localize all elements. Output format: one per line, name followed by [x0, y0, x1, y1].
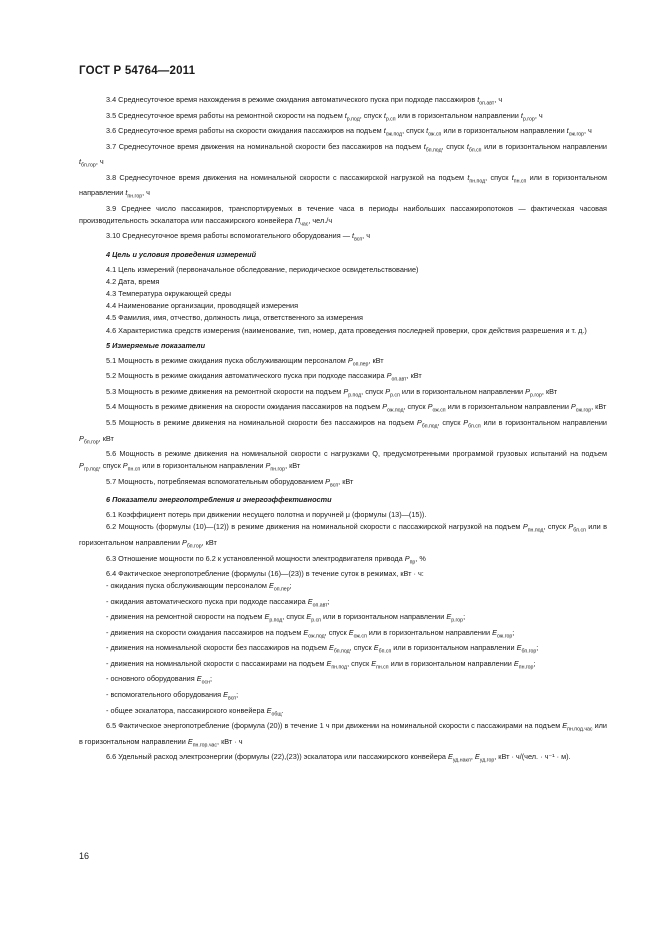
paragraph: 3.9 Среднее число пассажиров, транспортируемых в течение часа в периоды наибольших пассажиропотоков — фактическая часовая производительность эскалатора или пассажирского конвейера $П_{час}$, чел./ч: [79, 203, 607, 228]
paragraph: - общее эскалатора, пассажирского конвейера $E_{общ}$.: [106, 705, 284, 717]
paragraph: 6.3 Отношение мощности по 6.2 к установленной мощности электродвигателя привода $P_{пр}$, %: [106, 553, 426, 565]
paragraph: 6.1 Коэффициент потерь при движении несущего полотна и поручней μ (формулы (13)—(15)).: [106, 510, 427, 520]
section-heading: 5 Измеряемые показатели: [106, 340, 206, 350]
paragraph: 5.2 Мощность в режиме ожидания автоматического пуска при подходе пассажира $P_{оп.авт}$, кВт: [106, 371, 422, 383]
paragraph: - движения на ремонтной скорости на подъем $E_{р.под}$, спуск $E_{р.сп}$ или в горизонтальном направлении $E_{р.гор}$;: [106, 612, 466, 624]
paragraph: 5.1 Мощность в режиме ожидания пуска обслуживающим персоналом $P_{оп.пер}$, кВт: [106, 355, 384, 368]
section-heading: 4 Цель и условия проведения измерений: [106, 250, 257, 260]
paragraph: 4.3 Температура окружающей среды: [106, 289, 231, 299]
paragraph: 3.5 Среднесуточное время работы на ремонтной скорости на подъем $t_{р.под}$, спуск $t_{р.сп}$ или в горизонтальном направлении $t_{р.гор}$, ч: [106, 110, 543, 122]
paragraph: 3.8 Среднесуточное время движения на номинальной скорости с пассажирской нагрузкой на подъем $t_{пн.под}$, спуск $t_{пн.сп}$ или в горизонтальном направлении $t_{пн.гор}$, ч: [79, 172, 607, 200]
document-body: [79, 94, 607, 767]
paragraph: 5.6 Мощность в режиме движения на номинальной скорости с нагрузками Q, предусмотренными программой грузовых испытаний на подъем $P_{гр.под}$, спуск $P_{пн.сп}$ или в горизонтальном направлении $P_{пн.гор}$, кВт: [79, 449, 607, 473]
paragraph: 4.6 Характеристика средств измерения (наименование, тип, номер, дата проведения последней проверки, срок действия разрешения и т. д.): [106, 325, 587, 335]
paragraph: 6.4 Фактическое энергопотребление (формулы (16)—(23)) в течение суток в режимах, кВт · ч:: [106, 569, 424, 579]
paragraph: 6.6 Удельный расход электроэнергии (формулы (22),(23)) эскалатора или пассажирского конвейера $E_{уд.накл}$, $E_{уд.гор}$, кВт · ч/(чел. · ч⁻¹ · м).: [106, 752, 571, 764]
paragraph: 5.5 Мощность в режиме движения на номинальной скорости без пассажиров на подъем $P_{бп.под}$, спуск $P_{бп.сп}$ или в горизонтальном направлении $P_{бп.гор}$, кВт: [79, 417, 607, 445]
paragraph: 3.4 Среднесуточное время нахождения в режиме ожидания автоматического пуска при подходе пассажиров $t_{оп.авт}$, ч: [106, 95, 503, 107]
paragraph: - вспомогательного оборудования $E_{всп}$;: [106, 689, 239, 702]
paragraph: - движения на номинальной скорости без пассажиров на подъем $E_{бп.под}$, спуск $E_{бп.сп}$ или в горизонтальном направлении $E_{бп.гор}$;: [106, 643, 539, 655]
paragraph: 4.4 Наименование организации, проводящей измерения: [106, 301, 299, 311]
paragraph: 5.4 Мощность в режиме движения на скорости ожидания пассажиров на подъем $P_{ож.под}$, спуск $P_{ож.сп}$ или в горизонтальном направлении $P_{ож.гор}$, кВт: [106, 402, 607, 414]
paragraph: 6.2 Мощность (формулы (10)—(12)) в режиме движения на номинальной скорости с пассажирской нагрузкой на подъем $P_{пн.под}$, спуск $P_{бп.сп}$ или в горизонтальном направлении $P_{бп.гор}$, кВт: [79, 522, 608, 550]
section-heading: 6 Показатели энергопотребления и энергоэффективности: [106, 495, 332, 505]
paragraph: - ожидания пуска обслуживающим персоналом $E_{оп.пер}$;: [106, 581, 292, 593]
paragraph: 3.7 Среднесуточное время движения на номинальной скорости без пассажиров на подъем $t_{бп.под}$, спуск $t_{бп.сп}$ или в горизонтальном направлении $t_{бп.гор}$, ч: [79, 141, 607, 169]
paragraph: - движения на номинальной скорости с пассажирами на подъем $E_{пн.под}$, спуск $E_{пн.сп}$ или в горизонтальном направлении $E_{пн.гор}$;: [106, 658, 536, 671]
paragraph: - основного оборудования $E_{осн}$;: [106, 674, 212, 686]
page-number: 16: [79, 851, 90, 861]
paragraph: 4.1 Цель измерений (первоначальное обследование, периодическое освидетельствование): [106, 265, 419, 275]
paragraph: 5.3 Мощность в режиме движения на ремонтной скорости на подъем $P_{р.под}$, спуск $P_{р.сп}$ или в горизонтальном направлении $P_{р.гор}$, кВт: [106, 386, 558, 399]
paragraph: - движения на скорости ожидания пассажиров на подъем $E_{ож.под}$, спуск $E_{ож.сп}$ или в горизонтальном направлении $E_{ож.гор}$;: [106, 627, 515, 640]
paragraph: 3.10 Среднесуточное время работы вспомогательного оборудования — $t_{всп}$, ч: [106, 231, 371, 243]
paragraph: 3.6 Среднесуточное время работы на скорости ожидания пассажиров на подъем $t_{ож.под}$, спуск $t_{ож.сп}$ или в горизонтальном направлении $t_{ож.гор}$, ч: [106, 126, 592, 138]
paragraph: 6.5 Фактическое энергопотребление (формула (20)) в течение 1 ч при движении на номинальной скорости с пассажирами на подъем $E_{пн.под.час}$ или в горизонтальном направлении $E_{пн.гор.час}$, кВт · ч: [79, 721, 607, 749]
paragraph: - ожидания автоматического пуска при подходе пассажира $E_{оп.авт}$;: [106, 596, 330, 609]
paragraph: 4.2 Дата, время: [106, 277, 160, 287]
page-header-title: ГОСТ Р 54764—2011: [79, 65, 196, 77]
paragraph: 5.7 Мощность, потребляемая вспомогательным оборудованием $P_{всп}$, кВт: [106, 476, 354, 489]
paragraph: 4.5 Фамилия, имя, отчество, должность лица, ответственного за измерения: [106, 313, 363, 323]
